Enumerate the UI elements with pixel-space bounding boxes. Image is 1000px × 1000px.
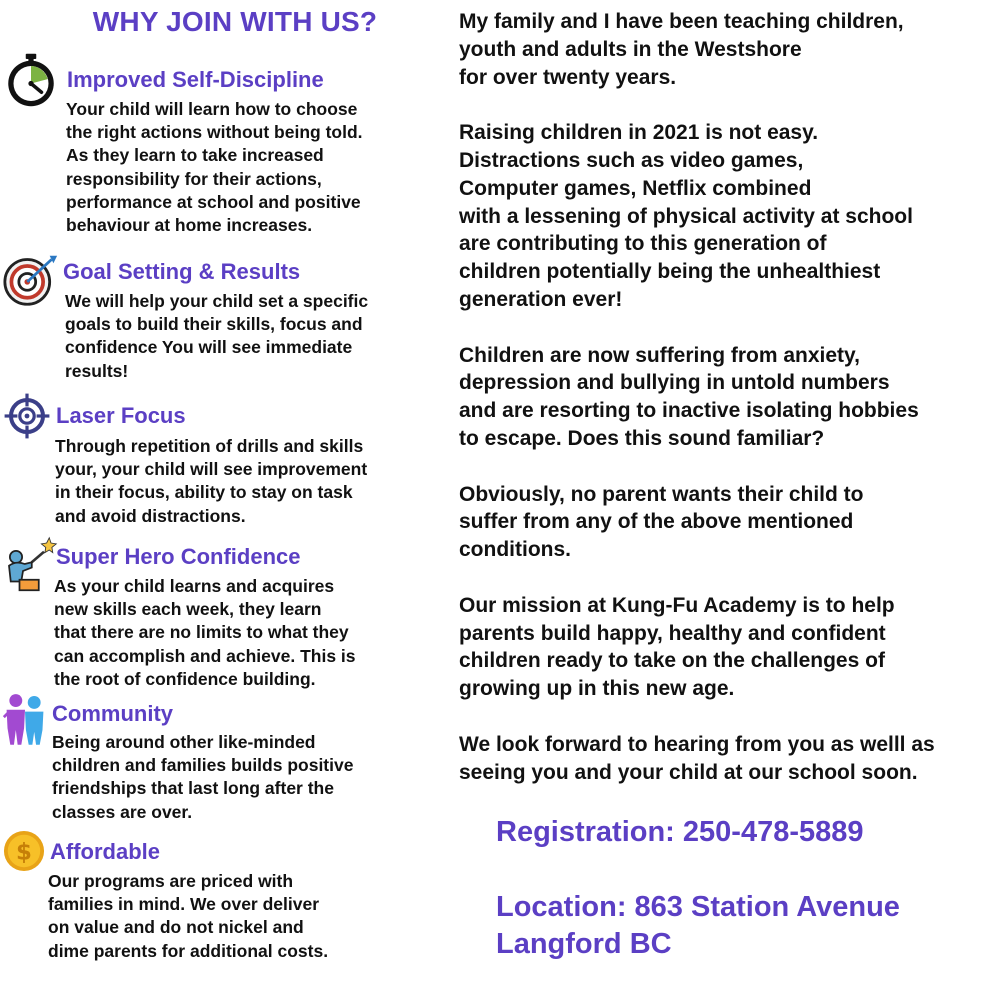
target-arrow-icon bbox=[3, 252, 59, 308]
community-icon bbox=[2, 691, 48, 747]
dollar-coin-icon bbox=[3, 830, 45, 872]
feature-heading: Laser Focus bbox=[56, 403, 186, 428]
paragraph-mission: Our mission at Kung-Fu Academy is to help parents build happy, healthy and confident children ready to take on the challenges of growing up in this new age. bbox=[459, 593, 895, 701]
feature-body: Our programs are priced with families in mind. We over deliver on value and do not nickel and dime parents for additional costs. bbox=[48, 871, 329, 961]
page-title: WHY JOIN WITH US? bbox=[92, 6, 378, 37]
crosshair-icon bbox=[3, 392, 51, 440]
feature-heading: Super Hero Confidence bbox=[56, 544, 301, 569]
feature-body: Being around other like-minded children and families builds positive friendships that last long after the classes are over. bbox=[52, 732, 354, 822]
registration-phone: Registration: 250-478-5889 bbox=[496, 816, 864, 848]
feature-heading: Goal Setting & Results bbox=[63, 259, 301, 284]
paragraph-obviously: Obviously, no parent wants their child to suffer from any of the above mentioned conditions. bbox=[459, 482, 864, 562]
paragraph-closing: We look forward to hearing from you as welll as seeing you and your child at our school soon. bbox=[459, 732, 935, 784]
paragraph-raising: Raising children in 2021 is not easy. Distractions such as video games, Computer games, Netflix combined with a lessening of physical activity at school are contributing to this generation of children potentially being the unhealthiest generation ever! bbox=[459, 121, 913, 311]
stopwatch-icon bbox=[3, 52, 59, 108]
svg-text:$: $ bbox=[16, 839, 32, 866]
superhero-icon bbox=[2, 536, 58, 592]
location-address: Location: 863 Station Avenue Langford BC bbox=[496, 891, 900, 960]
feature-body: As your child learns and acquires new skills each week, they learn that there are no limits to what they can accomplish and achieve. This is the root of confidence building. bbox=[54, 576, 356, 689]
feature-body: We will help your child set a specific goals to build their skills, focus and confidence You will see immediate results! bbox=[65, 291, 369, 381]
feature-body: Your child will learn how to choose the right actions without being told. As they learn to take increased responsibility for their actions, performance at school and positive behaviour at home increases. bbox=[66, 99, 363, 236]
about-text bbox=[459, 8, 999, 814]
feature-heading: Affordable bbox=[50, 839, 160, 864]
feature-heading: Community bbox=[52, 701, 173, 726]
feature-body: Through repetition of drills and skills your, your child will see improvement in their focus, ability to stay on task and avoid distractions. bbox=[55, 436, 368, 526]
paragraph-intro: My family and I have been teaching children, youth and adults in the Westshore for over twenty years. bbox=[459, 10, 904, 89]
feature-heading: Improved Self-Discipline bbox=[67, 67, 324, 92]
paragraph-suffering: Children are now suffering from anxiety, depression and bullying in untold numbers and are resorting to inactive isolating hobbies to escape. Does this sound familiar? bbox=[459, 343, 919, 450]
